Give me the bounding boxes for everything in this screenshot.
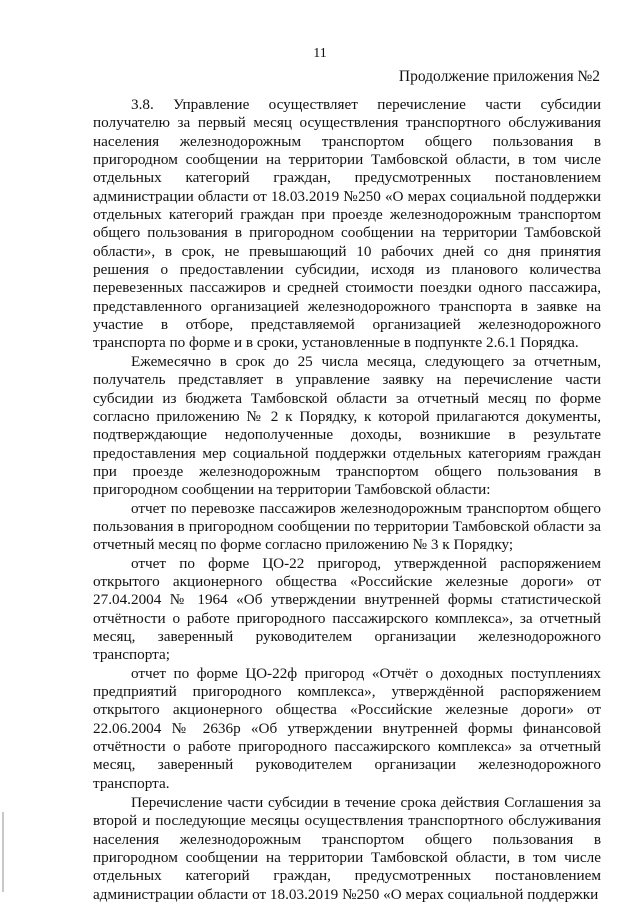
paragraph-report-co-22: отчет по форме ЦО-22 пригород, утвержденной распоряжением открытого акционерного общества «Российские железные дороги» от 27.04.2004 № 1964 «Об утверждении внутренней формы статистической отчётности о работе пригородного пассажирского комплекса», за отчетный месяц, заверенный руководителем организации железнодорожного транспорта; (93, 554, 601, 664)
paragraph-3-8: 3.8. Управление осуществляет перечисление части субсидии получателю за первый месяц осуществления транспортного обслуживания населения железнодорожным транспортом общего пользования в пригородном сообщении на территории Тамбовской области, в том числе отдельных категорий граждан, предусмотренных постановлением администрации области от 18.03.2019 №250 «О мерах социальной поддержки отдельных категорий граждан при проезде железнодорожным транспортом общего пользования в пригородном сообщении на территории Тамбовской области», в срок, не превышающий 10 рабочих дней со дня принятия решения о предоставлении субсидии, исходя из планового количества перевезенных пассажиров и средней стоимости поездки одного пассажира, представленного организацией железнодорожного транспорта в заявке на участие в отборе, представляемой организацией железнодорожного транспорта по форме и в сроки, установленные в подпункте 2.6.1 Порядка. (93, 96, 601, 352)
paragraph-monthly-application: Ежемесячно в срок до 25 числа месяца, следующего за отчетным, получатель представляет в управление заявку на перечисление части субсидии из бюджета Тамбовской области за отчетный месяц по форме согласно приложению № 2 к Порядку, к которой прилагаются документы, подтверждающие недополученные доходы, возникшие в результате предоставления мер социальной поддержки отдельных категориям граждан при проезде железнодорожным транспортом общего пользования в пригородном сообщении на территории Тамбовской области: (93, 352, 601, 499)
paragraph-report-co-22f: отчет по форме ЦО-22ф пригород «Отчёт о доходных поступлениях предприятий пригородного комплекса», утверждённой распоряжением открытого акционерного общества «Российские железные дороги» от 22.06.2004 № 2636р «Об утверждении внутренней формы финансовой отчётности о работе пригородного пассажирского комплекса» за отчетный месяц, заверенный руководителем организации железнодорожного транспорта. (93, 664, 601, 792)
document-body (93, 96, 601, 904)
scan-margin-mark (2, 812, 4, 892)
paragraph-passenger-report: отчет по перевозке пассажиров железнодорожным транспортом общего пользования в пригородном сообщении по территории Тамбовской области за отчетный месяц по форме согласно приложению № 3 к Порядку; (93, 499, 601, 554)
paragraph-subsequent-months: Перечисление части субсидии в течение срока действия Соглашения за второй и последующие месяцы осуществления транспортного обслуживания населения железнодорожным транспортом общего пользования в пригородном сообщении на территории Тамбовской области, в том числе отдельных категорий граждан, предусмотренных постановлением администрации области от 18.03.2019 №250 «О мерах социальной поддержки (93, 794, 601, 903)
page-number: 11 (313, 46, 327, 61)
appendix-label: Продолжение приложения №2 (398, 68, 600, 85)
